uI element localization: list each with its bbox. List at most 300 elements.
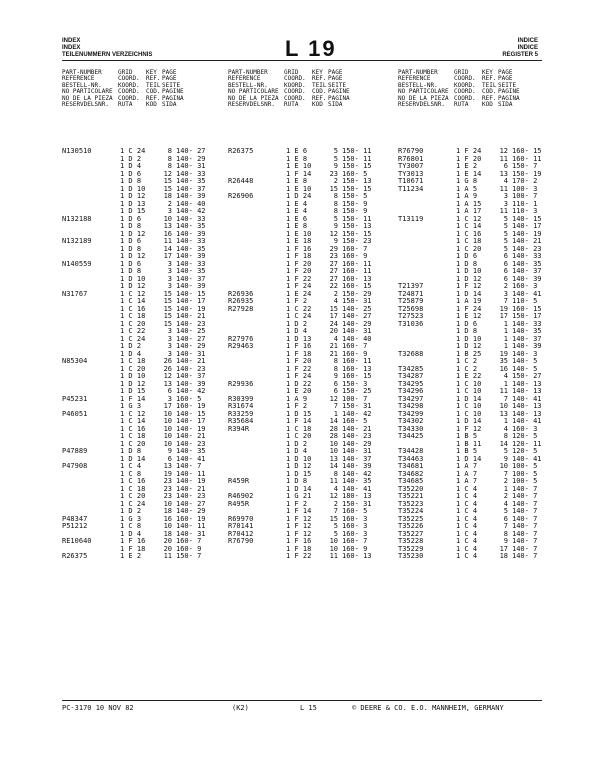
- grid-coord: 1 E 6: [286, 214, 308, 223]
- page-ref: 140- 35: [176, 267, 206, 275]
- page-ref: 140- 41: [512, 454, 542, 463]
- column-header-grid: [118, 70, 140, 108]
- key-ref: 5: [333, 522, 338, 530]
- column-header-grid-line: COORD.: [118, 75, 140, 83]
- column-header-page-line: PAGINE: [162, 88, 184, 96]
- header-right-line: REGISTER 5: [502, 52, 538, 58]
- page-ref: 150- 5: [342, 192, 368, 200]
- part-number: R459R: [228, 477, 250, 485]
- page-ref: 140- 17: [176, 297, 206, 305]
- page-ref: 140- 42: [176, 387, 206, 395]
- key-ref: 12: [163, 169, 172, 178]
- part-number: T11234: [398, 184, 424, 193]
- column-header-part-number-line: NO PARTICOLARE: [62, 88, 113, 96]
- column-header-key-line: REF.: [312, 75, 327, 83]
- page-ref: 140- 37: [176, 184, 206, 193]
- grid-coord: 1 C 10: [456, 402, 482, 410]
- part-number: R495R: [228, 499, 250, 508]
- key-ref: 2: [503, 492, 508, 500]
- column-header-part-number-line: BESTELL-NR.: [62, 81, 102, 89]
- part-number: T34287: [398, 372, 424, 380]
- key-ref: 8: [333, 357, 338, 365]
- grid-coord: 1 D 6: [120, 259, 142, 268]
- key-ref: 2: [333, 499, 338, 508]
- part-number: R27976: [228, 334, 254, 343]
- column-header-grid-line: KOORD.: [118, 81, 140, 89]
- key-ref: 27: [329, 259, 338, 268]
- part-number: R76790: [398, 147, 424, 155]
- column-header-grid-line: RUTA: [118, 101, 133, 109]
- key-ref: 13: [499, 409, 508, 418]
- part-number: R76801: [398, 154, 424, 163]
- key-ref: 16: [499, 364, 508, 373]
- key-ref: 14: [499, 439, 508, 448]
- key-ref: 17: [163, 402, 172, 410]
- page-ref: 140- 7: [176, 462, 202, 470]
- page-ref: 160- 7: [342, 537, 368, 545]
- key-ref: 19: [163, 469, 172, 478]
- page-ref: 150- 25: [342, 387, 372, 395]
- column-header-part-number-line: PART-NUMBER: [228, 69, 268, 76]
- key-ref: 18: [163, 507, 172, 515]
- grid-coord: 1 C 12: [120, 409, 146, 418]
- grid-coord: 1 F 24: [456, 304, 482, 313]
- grid-coord: 1 D 4: [120, 349, 142, 358]
- grid-coord: 1 G 8: [456, 177, 478, 185]
- grid-coord: 1 C 24: [120, 499, 146, 508]
- part-number: N132188: [62, 214, 92, 223]
- key-ref: 5: [333, 214, 338, 223]
- column-header-part-number-line: RESERVDELSNR.: [62, 101, 109, 109]
- key-ref: 6: [333, 387, 338, 395]
- page-ref: 140- 21: [342, 424, 372, 433]
- grid-coord: 1 F 20: [286, 267, 312, 275]
- key-ref: 6: [503, 274, 508, 283]
- grid-coord: 1 C 18: [120, 484, 146, 493]
- page-ref: 140- 41: [342, 484, 372, 493]
- key-ref: 15: [163, 177, 172, 185]
- grid-coord: 1 E 24: [286, 289, 312, 298]
- part-number: R33259: [228, 409, 254, 418]
- key-ref: 3: [167, 334, 172, 343]
- page-ref: 140- 33: [512, 252, 542, 260]
- key-ref: 9: [333, 372, 338, 380]
- grid-coord: 1 C 22: [286, 304, 312, 313]
- page-ref: 140- 42: [342, 469, 372, 478]
- header-left-line: TEILENUMMERN VERZEICHNIS: [62, 52, 153, 58]
- page-ref: 140- 37: [342, 454, 372, 463]
- key-ref: 3: [167, 274, 172, 283]
- page-ref: 140- 7: [512, 499, 538, 508]
- key-ref: 16: [163, 229, 172, 238]
- grid-coord: 1 C 16: [120, 304, 146, 313]
- grid-coord: 1 D 4: [286, 327, 308, 335]
- part-number: R35684: [228, 417, 254, 425]
- page-ref: 140- 39: [342, 462, 372, 470]
- page-ref: 160- 15: [512, 147, 542, 155]
- grid-coord: 1 C 20: [120, 492, 146, 500]
- key-ref: 6: [503, 162, 508, 170]
- column-header-page-line: SIDA: [498, 101, 513, 109]
- key-ref: 7: [333, 402, 338, 410]
- column-header-key-line: TEIL: [482, 81, 497, 89]
- page-ref: 150- 17: [512, 312, 542, 320]
- part-number: R26375: [228, 147, 254, 155]
- key-ref: 8: [333, 207, 338, 215]
- key-ref: 26: [163, 364, 172, 373]
- key-ref: 8: [503, 432, 508, 440]
- page-ref: 150- 11: [342, 214, 372, 223]
- key-ref: 35: [499, 357, 508, 365]
- page-ref: 140- 13: [512, 387, 542, 395]
- key-ref: 1: [503, 342, 508, 350]
- grid-coord: 1 A 9: [456, 192, 478, 200]
- key-ref: 8: [333, 192, 338, 200]
- page-ref: 160- 11: [342, 357, 372, 365]
- grid-coord: 1 E 2: [120, 552, 142, 560]
- page-ref: 140- 15: [512, 214, 542, 223]
- grid-coord: 1 C 20: [120, 439, 146, 448]
- key-ref: 9: [333, 237, 338, 245]
- key-ref: 16: [163, 514, 172, 523]
- key-ref: 27: [329, 274, 338, 283]
- page-ref: 140- 41: [176, 454, 206, 463]
- key-ref: 15: [163, 297, 172, 305]
- page-ref: 100- 5: [512, 462, 538, 470]
- part-number: T34295: [398, 379, 424, 388]
- page-ref: 140- 39: [176, 282, 206, 290]
- page-ref: 140- 29: [176, 342, 206, 350]
- column-header-part-number: [228, 70, 279, 108]
- key-ref: 26: [163, 357, 172, 365]
- part-number: R46902: [228, 492, 254, 500]
- page-ref: 110- 1: [512, 199, 538, 208]
- key-ref: 10: [163, 439, 172, 448]
- key-ref: 15: [329, 304, 338, 313]
- column-header-key-line: COD.: [312, 88, 327, 96]
- column-header-grid-line: RUTA: [454, 101, 469, 109]
- grid-coord: 1 C 4: [456, 544, 478, 553]
- grid-coord: 1 D 12: [120, 252, 146, 260]
- key-ref: 5: [503, 237, 508, 245]
- page-header: [0, 38, 600, 70]
- part-number: T34463: [398, 454, 424, 463]
- page-ref: 140- 21: [176, 357, 206, 365]
- part-number: T34285: [398, 364, 424, 373]
- key-ref: 23: [163, 477, 172, 485]
- grid-coord: 1 E 4: [286, 207, 308, 215]
- grid-coord: 1 B 5: [456, 432, 478, 440]
- page-ref: 160- 15: [512, 304, 542, 313]
- page-ref: 140- 7: [512, 484, 538, 493]
- grid-coord: 1 C 4: [456, 484, 478, 493]
- page-ref: 160- 5: [342, 417, 368, 425]
- column-header-page-line: PAGE: [328, 75, 343, 83]
- column-header-part-number-line: NO PARTICOLARE: [398, 88, 449, 96]
- grid-coord: 1 F 12: [286, 529, 312, 538]
- grid-coord: 1 D 12: [120, 282, 146, 290]
- page-ref: 140- 39: [176, 379, 206, 388]
- page-ref: 140- 35: [176, 447, 206, 455]
- grid-coord: 1 F 12: [286, 522, 312, 530]
- page-ref: 160- 13: [342, 552, 372, 560]
- page-ref: 140- 41: [512, 394, 542, 403]
- key-ref: 15: [163, 184, 172, 193]
- key-ref: 11: [499, 387, 508, 395]
- key-ref: 3: [167, 327, 172, 335]
- key-ref: 8: [167, 162, 172, 170]
- grid-coord: 1 D 24: [286, 192, 312, 200]
- grid-coord: 1 C 18: [120, 312, 146, 320]
- page-ref: 100- 5: [512, 469, 538, 478]
- key-ref: 15: [163, 319, 172, 328]
- page-ref: 140- 5: [512, 357, 538, 365]
- part-number: T34681: [398, 462, 424, 470]
- grid-coord: 1 C 24: [286, 312, 312, 320]
- column-header-key-line: TEIL: [312, 81, 327, 89]
- part-number: T21397: [398, 282, 424, 290]
- grid-coord: 1 B 5: [456, 447, 478, 455]
- key-ref: 11: [499, 154, 508, 163]
- grid-coord: 1 C 18: [120, 357, 146, 365]
- grid-coord: 1 G 21: [286, 492, 312, 500]
- column-header-key-line: COD.: [146, 88, 161, 96]
- column-header-grid-line: COORD.: [118, 88, 140, 96]
- page-ref: 140- 35: [342, 477, 372, 485]
- key-ref: 6: [167, 454, 172, 463]
- part-number: R29936: [228, 379, 254, 388]
- part-number: T34302: [398, 417, 424, 425]
- page-ref: 160- 11: [512, 154, 542, 163]
- page-ref: 140- 31: [176, 349, 206, 358]
- column-header-grid-line: GRID: [454, 69, 469, 76]
- column-header-grid-line: COORD.: [284, 94, 306, 102]
- key-ref: 4: [333, 484, 338, 493]
- column-header-part-number-line: NO DE LA PIEZA: [228, 94, 279, 102]
- key-ref: 2: [503, 477, 508, 485]
- column-header-part-number-line: PART-NUMBER: [62, 69, 102, 76]
- grid-coord: 1 C 14: [120, 297, 146, 305]
- grid-coord: 1 F 12: [456, 282, 482, 290]
- page-ref: 150- 27: [512, 372, 542, 380]
- page-ref: 140- 31: [176, 529, 206, 538]
- footer-doc-id: PC-3170 10 NOV 82: [62, 704, 134, 712]
- key-ref: 23: [329, 169, 338, 178]
- page-ref: 140- 33: [176, 237, 206, 245]
- part-number: T35224: [398, 507, 424, 515]
- key-ref: 10: [329, 439, 338, 448]
- page-ref: 160- 13: [342, 364, 372, 373]
- page-ref: 100- 5: [512, 477, 538, 485]
- grid-coord: 1 E 10: [286, 162, 312, 170]
- key-ref: 11: [499, 207, 508, 215]
- page-ref: 150- 15: [342, 229, 372, 238]
- key-ref: 6: [503, 259, 508, 268]
- key-ref: 12: [329, 229, 338, 238]
- part-number: T34296: [398, 387, 424, 395]
- key-ref: 8: [333, 199, 338, 208]
- page-ref: 140- 19: [176, 304, 206, 313]
- grid-coord: 1 F 20: [286, 259, 312, 268]
- grid-coord: 1 D 10: [456, 267, 482, 275]
- column-header-key-line: REF.: [146, 75, 161, 83]
- column-header-key: [312, 70, 326, 108]
- grid-coord: 1 A 17: [456, 207, 482, 215]
- page-ref: 160- 3: [342, 529, 368, 538]
- key-ref: 10: [499, 402, 508, 410]
- page-ref: 140- 31: [176, 162, 206, 170]
- part-number: T35229: [398, 544, 424, 553]
- grid-coord: 1 C 10: [456, 409, 482, 418]
- part-number: P45231: [62, 394, 88, 403]
- key-ref: 23: [329, 252, 338, 260]
- part-number: T31036: [398, 319, 424, 328]
- key-ref: 9: [333, 162, 338, 170]
- key-ref: 12: [163, 372, 172, 380]
- grid-coord: 1 F 18: [286, 544, 312, 553]
- grid-coord: 1 F 12: [456, 424, 482, 433]
- key-ref: 15: [163, 304, 172, 313]
- column-header-grid-line: COORD.: [118, 94, 140, 102]
- key-ref: 21: [329, 342, 338, 350]
- grid-coord: 1 C 4: [456, 492, 478, 500]
- grid-coord: 1 D 4: [120, 529, 142, 538]
- grid-coord: 1 D 10: [120, 274, 146, 283]
- page-ref: 100- 3: [512, 184, 538, 193]
- part-number: P46051: [62, 409, 88, 418]
- column-header-page-line: SEITE: [162, 81, 181, 89]
- column-header-grid-line: GRID: [118, 69, 133, 76]
- grid-coord: 1 D 8: [120, 447, 142, 455]
- column-header-page-line: PAGINE: [328, 88, 350, 96]
- grid-coord: 1 C 2: [456, 364, 478, 373]
- part-number: T35220: [398, 484, 424, 493]
- grid-coord: 1 D 4: [286, 447, 308, 455]
- grid-coord: 1 C 20: [456, 244, 482, 253]
- part-number: T35223: [398, 499, 424, 508]
- column-header-part-number-line: NO DE LA PIEZA: [398, 94, 449, 102]
- page-ref: 180- 13: [342, 492, 372, 500]
- page-ref: 140- 25: [342, 304, 372, 313]
- grid-coord: 1 D 6: [456, 319, 478, 328]
- grid-coord: 1 D 12: [286, 462, 312, 470]
- key-ref: 6: [333, 379, 338, 388]
- page-ref: 140- 35: [512, 259, 542, 268]
- column-header-grid-line: COORD.: [454, 94, 476, 102]
- page-ref: 100- 7: [342, 394, 368, 403]
- key-ref: 4: [503, 424, 508, 433]
- page-ref: 160- 3: [512, 424, 538, 433]
- grid-coord: 1 D 13: [286, 334, 312, 343]
- grid-coord: 1 D 8: [120, 267, 142, 275]
- key-ref: 4: [333, 334, 338, 343]
- key-ref: 29: [329, 244, 338, 253]
- page-ref: 140- 41: [512, 417, 542, 425]
- column-header-grid-line: COORD.: [454, 75, 476, 83]
- page-ref: 140- 40: [176, 199, 206, 208]
- grid-coord: 1 D 15: [286, 469, 312, 478]
- page-ref: 140- 37: [176, 372, 206, 380]
- column-header-key-line: KOD: [482, 101, 493, 109]
- grid-coord: 1 F 24: [456, 147, 482, 155]
- page-ref: 160- 9: [342, 349, 368, 358]
- page-ref: 140- 33: [176, 259, 206, 268]
- part-number: R70412: [228, 529, 254, 538]
- page-ref: 140- 39: [176, 229, 206, 238]
- column-header-page-line: PAGINE: [498, 88, 520, 96]
- key-ref: 14: [329, 462, 338, 470]
- grid-coord: 1 F 18: [286, 252, 312, 260]
- grid-coord: 1 F 18: [286, 349, 312, 358]
- footer-rule: [62, 700, 542, 701]
- footer-page-ref: L 15: [300, 704, 317, 712]
- page-ref: 140- 39: [176, 252, 206, 260]
- page-ref: 140- 39: [512, 342, 542, 350]
- column-header-key-line: KEY: [482, 69, 493, 76]
- column-header-page-line: SIDA: [328, 101, 343, 109]
- grid-coord: 1 C 18: [120, 432, 146, 440]
- key-ref: 10: [499, 462, 508, 470]
- part-number: R26935: [228, 297, 254, 305]
- page-ref: 140- 7: [512, 522, 538, 530]
- grid-coord: 1 C 10: [456, 387, 482, 395]
- part-number: T25698: [398, 304, 424, 313]
- column-header-key-line: REF.: [312, 94, 327, 102]
- grid-coord: 1 C 20: [286, 432, 312, 440]
- grid-coord: 1 D 10: [456, 334, 482, 343]
- page-ref: 140- 35: [176, 177, 206, 185]
- key-ref: 14: [329, 417, 338, 425]
- key-ref: 9: [167, 447, 172, 455]
- column-header-page-line: SEITE: [498, 81, 517, 89]
- page-ref: 150- 11: [342, 154, 372, 163]
- part-number: R30399: [228, 394, 254, 403]
- key-ref: 3: [167, 207, 172, 215]
- page-ref: 160- 15: [342, 372, 372, 380]
- grid-coord: 1 F 14: [120, 394, 146, 403]
- key-ref: 12: [329, 394, 338, 403]
- key-ref: 10: [163, 432, 172, 440]
- page-ref: 150- 23: [342, 237, 372, 245]
- page-ref: 160- 3: [342, 522, 368, 530]
- page-ref: 140- 23: [176, 319, 206, 328]
- page-ref: 160- 11: [342, 259, 372, 268]
- grid-coord: 1 C 4: [456, 537, 478, 545]
- grid-coord: 1 C 12: [456, 214, 482, 223]
- grid-coord: 1 C 8: [120, 522, 142, 530]
- key-ref: 8: [333, 469, 338, 478]
- page-ref: 140- 27: [176, 334, 206, 343]
- column-header-key-line: REF.: [146, 94, 161, 102]
- grid-coord: 1 F 2: [286, 499, 308, 508]
- part-number: T35221: [398, 492, 424, 500]
- grid-coord: 1 C 4: [456, 499, 478, 508]
- key-ref: 12: [499, 147, 508, 155]
- grid-coord: 1 D 6: [120, 237, 142, 245]
- page-ref: 140- 40: [342, 334, 372, 343]
- key-ref: 6: [167, 387, 172, 395]
- column-header-page-line: PAGE: [328, 69, 343, 76]
- part-number: T34297: [398, 394, 424, 403]
- key-ref: 5: [503, 244, 508, 253]
- page-ref: 110- 3: [512, 207, 538, 215]
- page-ref: 100- 7: [512, 192, 538, 200]
- grid-coord: 1 D 8: [120, 222, 142, 230]
- page-ref: 160- 5: [342, 507, 368, 515]
- page-ref: 140- 25: [176, 327, 206, 335]
- grid-coord: 1 C 4: [456, 507, 478, 515]
- key-ref: 5: [333, 529, 338, 538]
